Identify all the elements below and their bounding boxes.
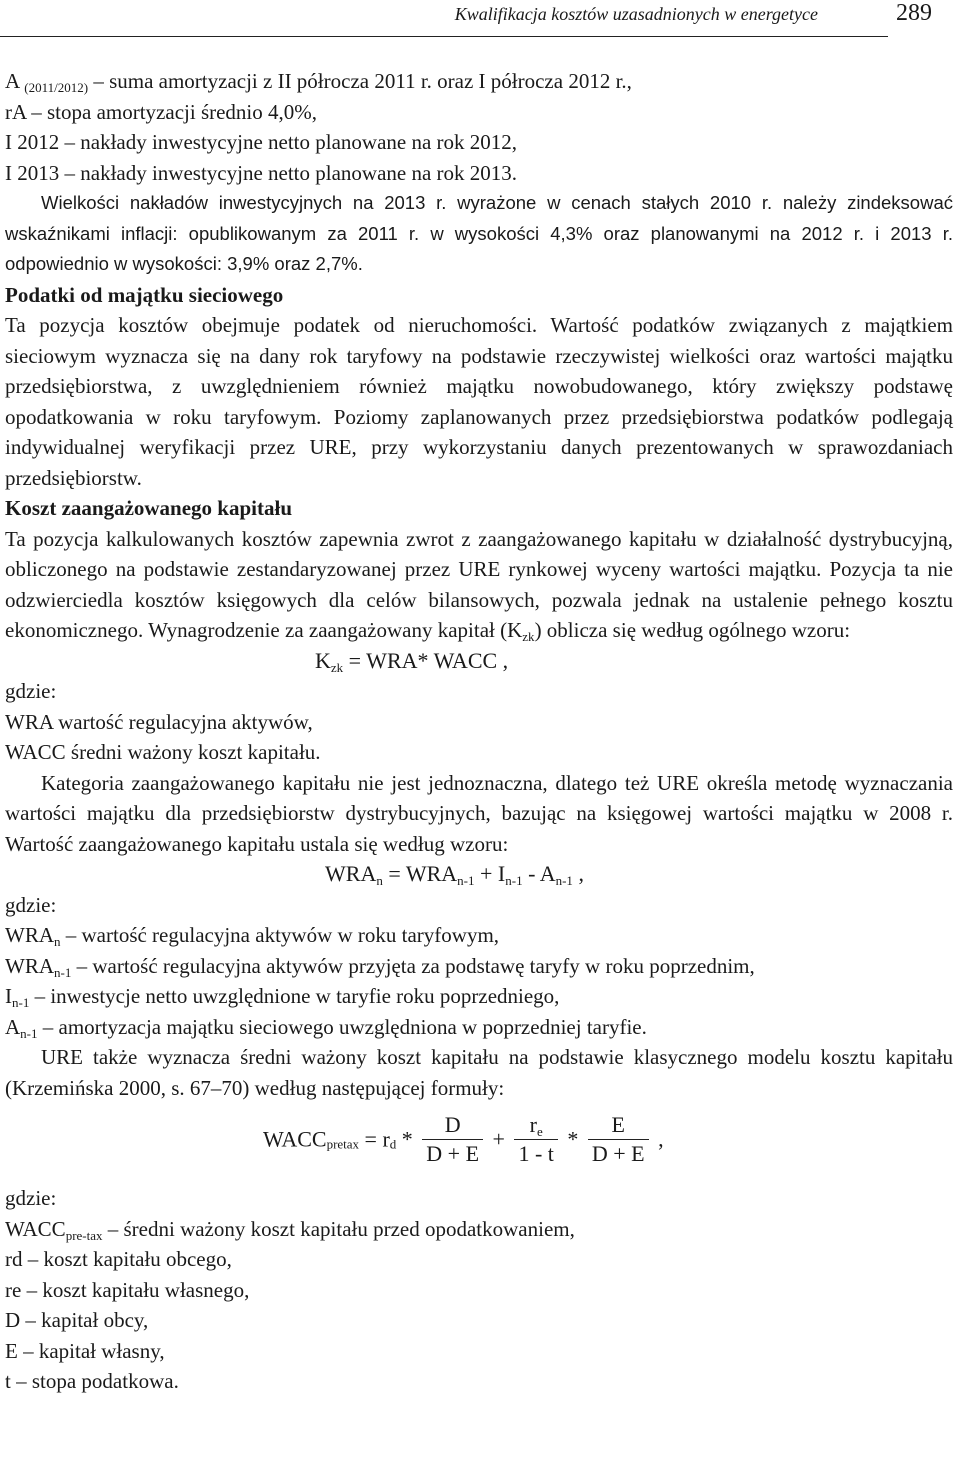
- definition-list-1: [5, 66, 953, 188]
- definition-item: re – koszt kapitału własnego,: [5, 1277, 250, 1302]
- definition-item: $WRA_n$ – wartość regulacyjna aktywów w roku taryfowym,: [5, 923, 500, 949]
- definition-item: rA – stopa amortyzacji średnio 4,0%,: [5, 99, 318, 124]
- fraction-equity-share: $\frac{E}{D + E}$: [588, 1111, 649, 1168]
- gdzie-label: gdzie:: [5, 1186, 57, 1210]
- definition-item: E – kapitał własny,: [5, 1338, 165, 1363]
- running-title: Kwalifikacja kosztów uzasadnionych w energetyce: [454, 4, 818, 24]
- paragraph-capital: Ta pozycja kalkulowanych kosztów zapewnia zwrot z zaangażowanego kapitału w działalność dystrybucyjną, obliczonego na podstawie zestandaryzowanej przez URE rynkowej wyceny wartości majątku. Pozycja ta nie odzwierciedla kosztów księgowych dla celów bilansowych, pozwala jednak na ustalenie pełnego kosztu ekonomicznego. Wynagrodzenie za zaangażowany kapitał $(K_{zk})$ oblicza się według ogólnego wzoru:: [5, 526, 953, 644]
- definition-item: D – kapitał obcy,: [5, 1308, 149, 1332]
- paragraph-inflation: Wielkości nakładów inwestycyjnych na 2013 r. wyrażone w cenach stałych 2010 r. należy zindeksować wskaźnikami inflacji: opublikowanym za 2011 r. w wysokości 4,3% oraz planowanymi na 2012 r. i 2013 r. odpowiednio w wysokości: 3,9% oraz 2,7%.: [5, 192, 953, 274]
- definition-item: WACC średni ważony koszt kapitału.: [5, 740, 321, 764]
- definition-item: $WACC_{pre-tax}$ – średni ważony koszt kapitału przed opodatkowaniem,: [5, 1216, 575, 1243]
- page-body: [5, 66, 953, 1397]
- running-header: [0, 0, 932, 37]
- fraction-debt-share: $\frac{D}{D + E}$: [422, 1111, 483, 1168]
- formula-wra: $WRA_n = WRA_{n-1} + I_{n-1} - A_{n-1}$ ,: [325, 861, 584, 888]
- definition-item: $A_{n-1}$ – amortyzacja majątku sieciowego uwzględniona w poprzedniej taryfie.: [5, 1014, 647, 1041]
- definition-item: rd – koszt kapitału obcego,: [5, 1247, 232, 1271]
- definition-item: t – stopa podatkowa.: [5, 1369, 179, 1393]
- gdzie-label: gdzie:: [5, 892, 57, 917]
- fraction-equity-cost: $\frac{r_e}{1 - t}$: [514, 1111, 557, 1168]
- definition-item: $WRA_{n-1}$ – wartość regulacyjna aktywów przyjęta za podstawę taryfy w roku poprzednim,: [5, 953, 755, 980]
- paragraph-wacc: URE także wyznacza średni ważony koszt kapitału na podstawie klasycznego modelu kosztu kapitału (Krzemińska 2000, s. 67–70) według następującej formuły:: [5, 1045, 953, 1100]
- definition-item: I 2012 – nakłady inwestycyjne netto planowane na rok 2012,: [5, 130, 518, 154]
- formula-wacc: $WACC_{pretax} = r_d$ * $\frac{D}{D + E}$ + $\frac{r_e}{1 - t}$ * $\frac{E}{D + E}$ ,: [263, 1112, 664, 1166]
- paragraph-tax: Ta pozycja kosztów obejmuje podatek od nieruchomości. Wartość podatków związanych z majątkiem sieciowym wyznacza się na dany rok taryfowy na podstawie rzeczywistej wielkości oraz wartości majątku przedsiębiorstwa, z uwzględnieniem również majątku nowobudowanego, który zwiększy podstawę opodatkowania w roku taryfowym. Poziomy zaplanowanych przez przedsiębiorstwa podatków podlegają indywidualnej weryfikacji przez URE, przy wykorzystaniu danych prezentowanych w sprawozdaniach przedsiębiorstw.: [5, 313, 953, 490]
- heading-capital: Koszt zaangażowanego kapitału: [5, 496, 293, 520]
- definition-item: $I_{n-1}$ – inwestycje netto uwzględnione w taryfie roku poprzedniego,: [5, 984, 560, 1010]
- heading-tax: Podatki od majątku sieciowego: [5, 282, 284, 307]
- gdzie-label: gdzie:: [5, 679, 57, 703]
- definition-item: I 2013 – nakłady inwestycyjne netto planowane na rok 2013.: [5, 160, 518, 185]
- definition-item: A $_{(2011/2012)}$ – suma amortyzacji z II półrocza 2011 r. oraz I półrocza 2012 r.,: [5, 69, 632, 95]
- page-number: 289: [896, 0, 932, 26]
- paragraph-category: Kategoria zaangażowanego kapitału nie jest jednoznaczna, dlatego też URE określa metodę wyznaczania wartości majątku dla przedsiębiorstw dystrybucyjnych, bazując na księgowej wartości majątku w 2008 r. Wartość zaangażowanego kapitału ustala się według wzoru:: [5, 770, 953, 856]
- definition-item: WRA wartość regulacyjna aktywów,: [5, 709, 313, 734]
- formula-kzk: $K_{zk} = WRA*$ WACC ,: [315, 647, 509, 675]
